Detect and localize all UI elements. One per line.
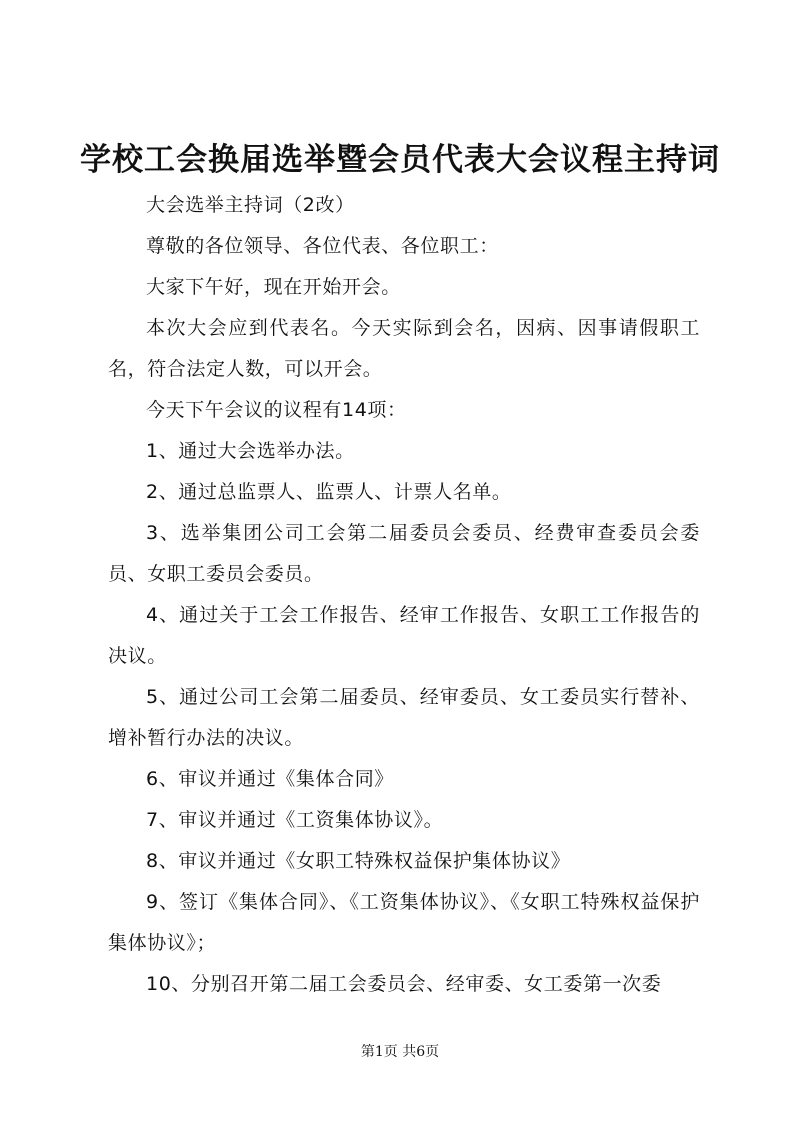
paragraph: 尊敬的各位领导、各位代表、各位职工： [146, 235, 499, 257]
agenda-item: 10、分别召开第二届工会委员会、经审委、女工委第一次委 [146, 973, 662, 995]
agenda-item: 9、签订《集体合同》、《工资集体协议》、《女职工特殊权益保护集体协议》； [108, 891, 700, 954]
paragraph: 大会选举主持词（2改） [146, 194, 355, 216]
paragraph: 大家下午好，现在开始开会。 [146, 276, 401, 298]
agenda-item: 7、审议并通过《工资集体协议》。 [146, 809, 444, 831]
document-body [108, 185, 700, 1005]
agenda-item: 5、通过公司工会第二届委员、经审委员、女工委员实行替补、增补暂行办法的决议。 [108, 686, 700, 749]
agenda-item: 2、通过总监票人、监票人、计票人名单。 [146, 481, 512, 503]
paragraph: 今天下午会议的议程有14项： [146, 399, 407, 421]
agenda-item: 6、审议并通过《集体合同》 [146, 768, 394, 790]
document-title: 学校工会换届选举暨会员代表大会议程主持词 [80, 142, 720, 178]
paragraph: 本次大会应到代表名。今天实际到会名，因病、因事请假职工名，符合法定人数，可以开会。 [108, 317, 700, 380]
page-number-footer: 第1页 共6页 [360, 1044, 440, 1060]
agenda-item: 3、选举集团公司工会第二届委员会委员、经费审查委员会委员、女职工委员会委员。 [108, 522, 700, 585]
agenda-item: 1、通过大会选举办法。 [146, 440, 355, 462]
agenda-item: 4、通过关于工会工作报告、经审工作报告、女职工工作报告的决议。 [108, 604, 700, 667]
agenda-item: 8、审议并通过《女职工特殊权益保护集体协议》 [146, 850, 571, 872]
